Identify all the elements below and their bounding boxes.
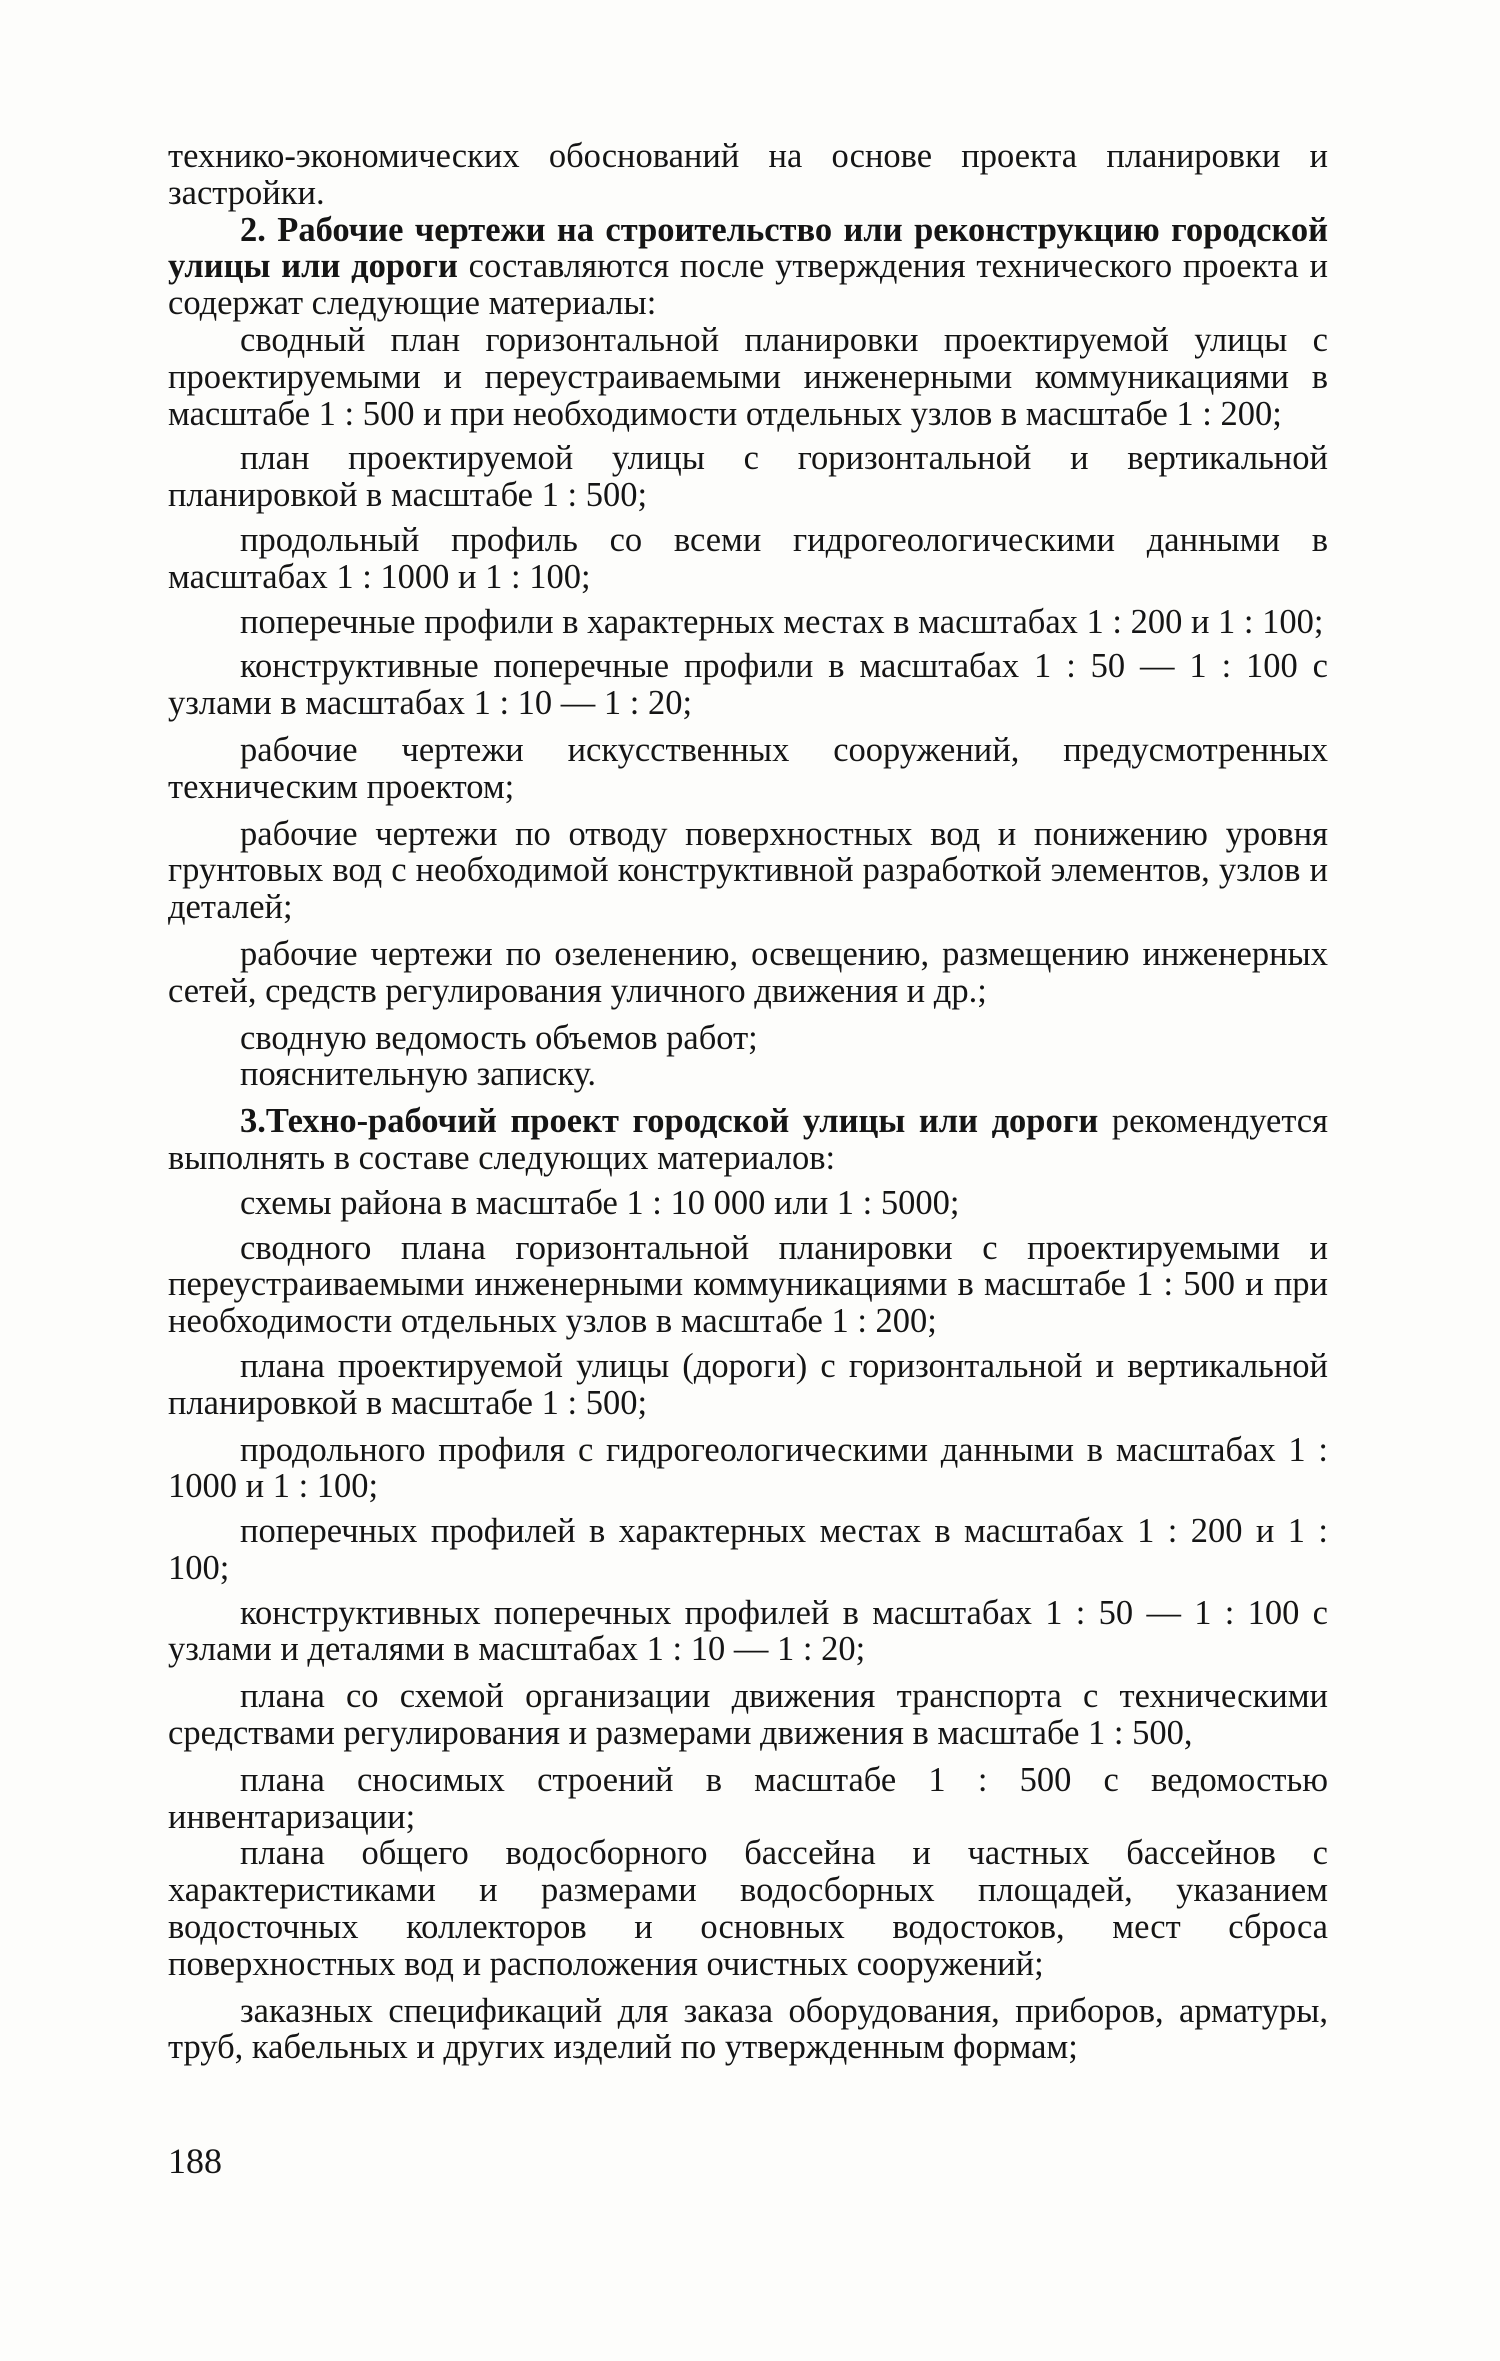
paragraph: [168, 1595, 1328, 1669]
paragraph-text: сводную ведомость объемов работ;: [240, 1018, 758, 1057]
paragraph-text: технико-экономических обоснований на основе проекта планировки и застройки.: [168, 137, 1328, 212]
paragraph: [168, 1185, 1328, 1222]
paragraph-text: поперечные профили в характерных местах в масштабах 1 : 200 и 1 : 100;: [240, 602, 1324, 641]
paragraph: [168, 1762, 1328, 1836]
paragraph-text: пояснительную записку.: [240, 1055, 597, 1094]
paragraph-text: рабочие чертежи по отводу поверхностных вод и понижению уровня грунтовых вод с необходимой конструктивной разработкой элементов, узлов и деталей;: [168, 814, 1328, 927]
paragraph: [168, 1348, 1328, 1422]
paragraph-text: рекомендуется выполнять в составе следующих материалов:: [168, 1102, 1328, 1177]
paragraph: [168, 138, 1328, 212]
paragraph-text: рабочие чертежи искусственных сооружений, предусмотренных техническим проектом;: [168, 730, 1328, 806]
paragraph-text: рабочие чертежи по озеленению, освещению, размещению инженерных сетей, средств регулирования уличного движения и др.;: [168, 934, 1328, 1010]
paragraph-text: плана со схемой организации движения транспорта с техническими средствами регулирования и размерами движения в масштабе 1 : 500,: [168, 1677, 1328, 1753]
paragraph-text: составляются после утверждения технического проекта и содержат следующие материалы:: [168, 247, 1328, 323]
paragraph: [168, 1513, 1328, 1587]
paragraph-text: поперечных профилей в характерных местах в масштабах 1 : 200 и 1 : 100;: [168, 1512, 1328, 1587]
paragraph: [168, 1432, 1328, 1506]
page-number: 188: [168, 2141, 222, 2181]
paragraph: [168, 1835, 1328, 1982]
paragraph: [168, 1056, 1328, 1093]
paragraph-text: плана общего водосборного бассейна и частных бассейнов с характеристиками и размерами водосборных площадей, указанием водосточных коллекторов и основных водостоков, мест сброса поверхностных вод и расположения очистных сооружений;: [168, 1834, 1328, 1983]
paragraph: [168, 1230, 1328, 1340]
paragraph-text: конструктивные поперечные профили в масштабах 1 : 50 — 1 : 100 с узлами в масштабах 1 : 10 — 1 : 20;: [168, 647, 1328, 723]
paragraph: [168, 936, 1328, 1010]
paragraph: [168, 732, 1328, 806]
paragraph: [168, 522, 1328, 596]
paragraph-text: сводного плана горизонтальной планировки с проектируемыми и переустраиваемыми инженерными коммуникациями в масштабе 1 : 500 и при необходимости отдельных узлов в масштабе 1 : 200;: [168, 1228, 1328, 1341]
paragraph: [168, 1103, 1328, 1177]
paragraph: [168, 322, 1328, 432]
paragraph-text: плана проектируемой улицы (дороги) с горизонтальной и вертикальной планировкой в масштабе 1 : 500;: [168, 1346, 1328, 1422]
paragraph: [168, 604, 1328, 641]
paragraph-text: схемы района в масштабе 1 : 10 000 или 1 : 5000;: [240, 1183, 960, 1222]
paragraph: [168, 1020, 1328, 1057]
paragraph-text: продольного профиля с гидрогеологическими данными в масштабах 1 : 1000 и 1 : 100;: [168, 1430, 1328, 1506]
paragraph: [168, 212, 1328, 322]
paragraph: [168, 816, 1328, 926]
paragraph: [168, 1993, 1328, 2067]
body-text: [168, 138, 1328, 2066]
paragraph-text: план проектируемой улицы с горизонтальной и вертикальной планировкой в масштабе 1 : 500;: [168, 439, 1328, 515]
paragraph: [168, 648, 1328, 722]
paragraph-lead: 2. Рабочие чертежи на строительство или реконструкцию городской улицы или дороги: [168, 210, 1328, 286]
paragraph-text: продольный профиль со всеми гидрогеологическими данными в масштабах 1 : 1000 и 1 : 100;: [168, 520, 1328, 596]
paragraph-lead: 3.Техно-рабочий проект городской улицы или дороги: [240, 1102, 1099, 1141]
paragraph-text: плана сносимых строений в масштабе 1 : 500 с ведомостью инвентаризации;: [168, 1760, 1328, 1836]
paragraph-text: заказных спецификаций для заказа оборудования, приборов, арматуры, труб, кабельных и других изделий по утвержденным формам;: [168, 1991, 1328, 2067]
paragraph: [168, 440, 1328, 514]
paragraph-text: сводный план горизонтальной планировки проектируемой улицы с проектируемыми и переустраиваемыми инженерными коммуникациями в масштабе 1 : 500 и при необходимости отдельных узлов в масштабе 1 : 200;: [168, 320, 1328, 433]
paragraph-text: конструктивных поперечных профилей в масштабах 1 : 50 — 1 : 100 с узлами и деталями в масштабах 1 : 10 — 1 : 20;: [168, 1593, 1328, 1669]
paragraph: [168, 1678, 1328, 1752]
